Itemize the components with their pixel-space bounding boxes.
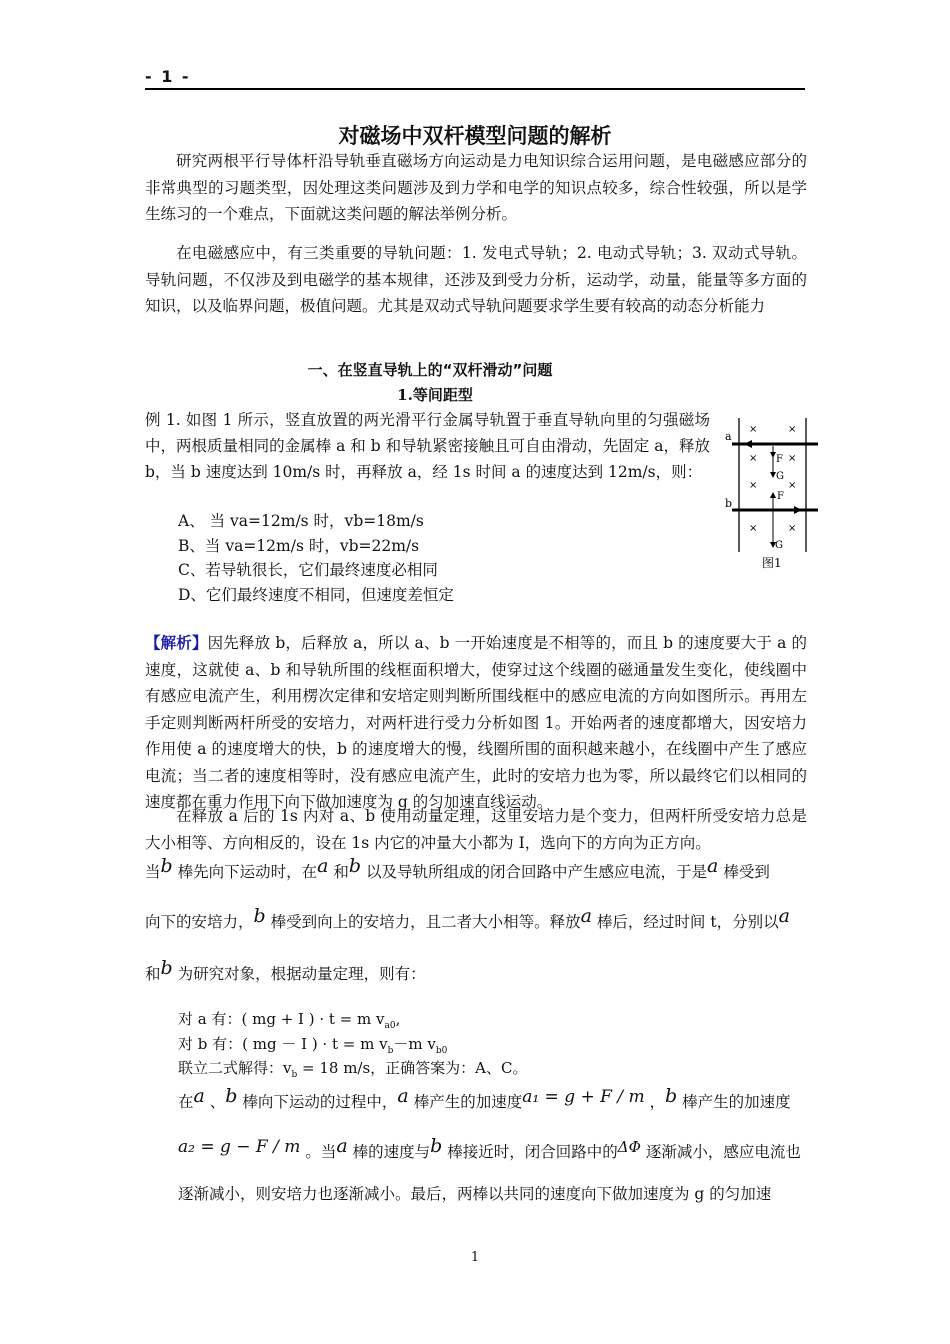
svg-text:×: ×: [788, 453, 797, 464]
analysis-line-6: 逐渐减小，则安培力也逐渐减小。最后，两棒以共同的速度向下做加速度为 g 的匀加速: [178, 1185, 772, 1203]
option-d: D、它们最终速度不相同，但速度差恒定: [178, 586, 454, 604]
analysis-text-1: 因先释放 b，后释放 a，所以 a、b 一开始速度是不相等的，而且 b 的速度要大于 a 的速度，这就使 a、b 和导轨所围的线框面积增大，使穿过这个线圈的磁通量发生变化，使线圈中有感应电流产生，利用楞次定律和安培定则判断所围线框中的感应电流的方向如图所示。再用左手定则判断两杆所受的安培力，对两杆进行受力分析如图 1。开始两者的速度都增大，因安培力作用使 a 的速度增大的快，b 的速度增大的慢，线圈所围的面积越来越小，在线圈中产生了感应电流；当二者的速度相等时，没有感应电流产生，此时的安培力也为零，所以最终它们以相同的速度都在重力作用下向下做加速度为 g 的匀加速直线运动。: [145, 634, 807, 811]
svg-text:×: ×: [788, 424, 797, 435]
var-a: a: [397, 1085, 409, 1107]
current-arrow-b: [794, 506, 802, 514]
var-a: a: [193, 1085, 205, 1107]
analysis-line-1: 当b 棒先向下运动时，在a 和b 以及导轨所组成的闭合回路中产生感应电流，于是a 棒受到: [145, 855, 770, 881]
analysis-line-4: 在a 、b 棒向下运动的过程中，a 棒产生的加速度a₁ = g + F / m ，b 棒产生的加速度: [178, 1085, 791, 1111]
var-b: b: [253, 905, 266, 927]
force-f-on-b: F: [777, 491, 784, 502]
svg-text:×: ×: [749, 480, 758, 491]
header-page-marker: - 1 -: [145, 67, 191, 86]
equation-a: 对 a 有：( mg + I ) · t = m $v_{a0}$,: [178, 1010, 401, 1031]
svg-text:×: ×: [749, 424, 758, 435]
intro-paragraph-1: 研究两根平行导体杆沿导轨垂直磁场方向运动是力电知识综合运用问题，是电磁感应部分的非常典型的习题类型，因处理这类问题涉及到力学和电学的知识点较多，综合性较强，所以是学生练习的一个难点，下面就这类问题的解法举例分析。: [145, 152, 807, 223]
document-title: 对磁场中双杆模型问题的解析: [338, 124, 612, 148]
analysis-paragraph-2: 在释放 a 后的 1s 内对 a、b 使用动量定理，这里安培力是个变力，但两杆所受安培力总是大小相等、方向相反的，设在 1s 内它的冲量大小都为 I，选向下的方向为正方向。: [145, 807, 807, 852]
current-arrow-a: [744, 440, 752, 448]
analysis-label: 【解析】: [145, 633, 208, 652]
analysis-line-5: a₂ = g − F / m 。当a 棒的速度与b 棒接近时，闭合回路中的ΔΦ 逐渐减小，感应电流也: [178, 1135, 801, 1161]
option-c: C、若导轨很长，它们最终速度必相同: [178, 561, 438, 579]
var-a: a: [580, 905, 592, 927]
section-heading: 一、在竖直导轨上的“双杆滑动”问题: [307, 361, 553, 379]
example-1-text: 例 1. 如图 1 所示，竖直放置的两光滑平行金属导轨置于垂直导轨向里的匀强磁场中，两根质量相同的金属棒 a 和 b 和导轨紧密接触且可自由滑动，先固定 a，释放 b，当 b 速度达到 10m/s 时，再释放 a，经 1s 时间 a 的速度达到 12m/s，则：: [145, 411, 710, 481]
svg-text:×: ×: [788, 523, 797, 534]
formula-a2: a₂ = g − F / m: [178, 1137, 301, 1157]
svg-text:×: ×: [788, 480, 797, 491]
gravity-g-on-b: G: [775, 540, 783, 551]
var-a: a: [317, 855, 329, 877]
svg-text:×: ×: [749, 453, 758, 464]
page-header: [145, 66, 805, 90]
analysis-line-3: 和b 为研究对象，根据动量定理，则有：: [145, 957, 426, 983]
analysis-paragraph-1: [145, 630, 807, 816]
analysis-line-2: 向下的安培力，b 棒受到向上的安培力，且二者大小相等。释放a 棒后，经过时间 t，分别以a: [145, 905, 790, 931]
var-a: a: [707, 855, 719, 877]
equation-b: 对 b 有：( mg － I ) · t = m $v_b-m$ $v_{b0}$: [178, 1035, 448, 1056]
label-a: a: [725, 430, 732, 443]
option-a: A、 当 va=12m/s 时，vb=18m/s: [178, 512, 424, 530]
var-b: b: [160, 957, 173, 979]
intro-paragraph-2: 在电磁感应中，有三类重要的导轨问题：1. 发电式导轨；2. 电动式导轨；3. 双动式导轨。导轨问题，不仅涉及到电磁学的基本规律，还涉及到受力分析，运动学，动量，能量等多方面的知识，以及临界问题，极值问题。尤其是双动式导轨问题要求学生要有较高的动态分析能力: [145, 244, 807, 315]
label-b: b: [725, 497, 733, 510]
formula-delta-phi: ΔΦ: [617, 1138, 641, 1156]
var-b: b: [225, 1085, 238, 1107]
var-a: a: [336, 1135, 348, 1157]
formula-a1: a₁ = g + F / m: [522, 1087, 645, 1107]
option-b: B、当 va=12m/s 时，vb=22m/s: [178, 537, 420, 555]
equation-solution: 联立二式解得：$v_b = 18$ m/s，正确答案为：A、C。: [178, 1059, 528, 1080]
var-b: b: [348, 855, 362, 877]
sub-heading: 1.等间距型: [397, 386, 473, 404]
page-number-footer: 1: [470, 1250, 480, 1265]
var-b: b: [430, 1135, 443, 1157]
figure-caption: 图1: [762, 556, 782, 570]
var-a: a: [778, 905, 790, 927]
var-b: b: [665, 1085, 678, 1107]
var-b: b: [160, 855, 173, 877]
svg-text:×: ×: [749, 523, 758, 534]
figure-1-diagram: [722, 412, 822, 572]
gravity-g-on-a: G: [776, 471, 784, 482]
force-f-on-a: F: [776, 454, 783, 465]
